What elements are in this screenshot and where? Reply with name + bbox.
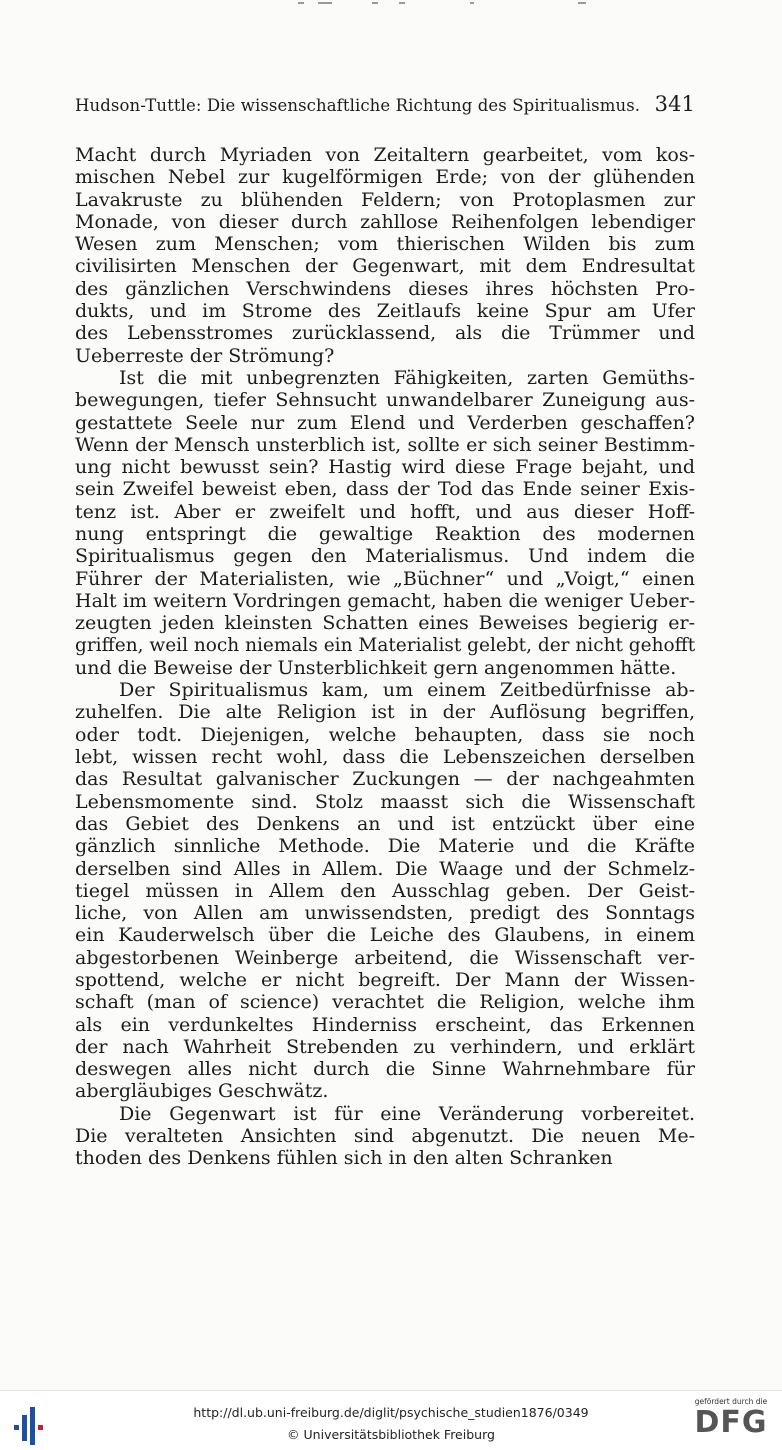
text-line: ung nicht bewusst sein? Hastig wird diese Frage bejaht, und [75,456,695,479]
paragraph [75,679,695,1103]
text-line: Führer der Materialisten, wie „Büchner“ und „Voigt,“ einen [75,567,695,590]
text-line: zeugten jeden kleinsten Schatten eines Beweises begierig er- [75,612,695,635]
text-line: nung entspringt die gewaltige Reaktion des modernen [75,523,695,546]
text-line: Lavakruste zu blühenden Feldern; von Protoplasmen zur [75,188,695,211]
text-line: Lebensmomente sind. Stolz maasst sich die Wissenschaft [75,790,695,813]
text-line: griffen, weil noch niemals ein Materialist gelebt, der nicht gehofft [75,634,696,656]
paragraph [75,1103,695,1170]
dfg-logo-text: DFG [694,1405,768,1440]
running-title: Hudson-Tuttle: Die wissenschaftliche Richtung des Spiritualismus. [75,96,641,115]
text-line: civilisirten Menschen der Gegenwart, mit dem Endresultat [75,255,695,278]
text-line: liche, von Allen am unwissendsten, predigt des Sonntags [75,902,695,925]
copyright-notice: © Universitätsbibliothek Freiburg [287,1427,495,1442]
text-line: Macht durch Myriaden von Zeitaltern gearbeitet, vom kos- [75,144,695,166]
text-line: des gänzlichen Verschwindens dieses ihres höchsten Pro- [75,277,695,300]
paragraph [75,367,695,679]
text-line: lebt, wissen recht wohl, dass die Lebenszeichen derselben [75,746,695,769]
text-line: mischen Nebel zur kugelförmigen Erde; von der glühenden [75,166,695,189]
text-line: Wenn der Mensch unsterblich ist, sollte er sich seiner Bestimm- [75,433,695,456]
text-line: gänzlich sinnliche Methode. Die Materie und die Kräfte [75,835,695,858]
text-line: Der Spiritualismus kam, um einem Zeitbedürfnisse ab- [119,679,695,702]
text-line: das Gebiet des Denkens an und ist entzückt über eine [75,812,695,835]
text-line: abergläubiges Geschwätz. [75,1080,329,1103]
text-line: dukts, und im Strome des Zeitlaufs keine Spur am Ufer [75,300,695,323]
text-line: Spiritualismus gegen den Materialismus. Und indem die [75,545,695,568]
body-text [75,144,695,1170]
text-line: schaft (man of science) verachtet die Religion, welche ihm [75,991,695,1014]
text-line: Wesen zum Menschen; vom thierischen Wilden bis zum [75,233,695,256]
text-line: oder todt. Diejenigen, welche behaupten, dass sie noch [75,723,695,746]
text-line: ein Kauderwelsch über die Leiche des Glaubens, in einem [75,924,695,947]
text-line: tiegel müssen in Allem den Ausschlag geben. Der Geist- [75,879,695,902]
text-line: und die Beweise der Unsterblichkeit gern angenommen hätte. [75,656,677,679]
text-line: Ist die mit unbegrenzten Fähigkeiten, zarten Gemüths- [119,366,695,389]
text-line: des Lebensstromes zurücklassend, als die Trümmer und [75,322,695,345]
text-line: gestattete Seele nur zum Elend und Verderben geschaffen? [75,411,695,434]
text-line: thoden des Denkens fühlen sich in den alten Schranken [75,1147,613,1170]
page-number: 341 [654,92,695,116]
text-line: tenz ist. Aber er zweifelt und hofft, und aus dieser Hoff- [75,500,695,523]
text-line: Monade, von dieser durch zahllose Reihenfolgen lebendiger [75,210,695,233]
text-line: Halt im weitern Vordringen gemacht, haben die weniger Ueber- [75,589,695,612]
text-line: Die Gegenwart ist für eine Veränderung vorbereitet. [119,1102,695,1125]
document-url-link[interactable]: http://dl.ub.uni-freiburg.de/diglit/psychische_studien1876/0349 [193,1405,589,1420]
text-line: bewegungen, tiefer Sehnsucht unwandelbarer Zuneigung aus- [75,389,695,412]
text-line: spottend, welche er nicht begreift. Der Mann der Wissen- [75,968,695,991]
text-line: abgestorbenen Weinberge arbeitend, die Wissenschaft ver- [75,946,695,969]
scan-top-marks [0,0,782,12]
text-line: das Resultat galvanischer Zuckungen — der nachgeahmten [75,768,695,791]
text-line: derselben sind Alles in Allem. Die Waage und der Schmelz- [75,857,695,880]
text-line: Die veralteten Ansichten sind abgenutzt. Die neuen Me- [75,1125,695,1148]
text-line: als ein verdunkeltes Hinderniss erscheint, das Erkennen [75,1013,695,1036]
text-line: sein Zweifel beweist eben, dass der Tod das Ende seiner Exis- [75,478,695,501]
dfg-caption: gefördert durch die [694,1397,768,1406]
text-line: deswegen alles nicht durch die Sinne Wahrnehmbare für [75,1058,695,1081]
dfg-logo-icon [690,1395,772,1447]
paragraph [75,144,695,367]
running-header [75,92,695,122]
text-line: zuhelfen. Die alte Religion ist in der Auflösung begriffen, [75,701,695,724]
text-line: Ueberreste der Strömung? [75,344,335,367]
viewer-footer [0,1390,782,1450]
text-line: der nach Wahrheit Strebenden zu verhindern, und erklärt [75,1035,695,1058]
